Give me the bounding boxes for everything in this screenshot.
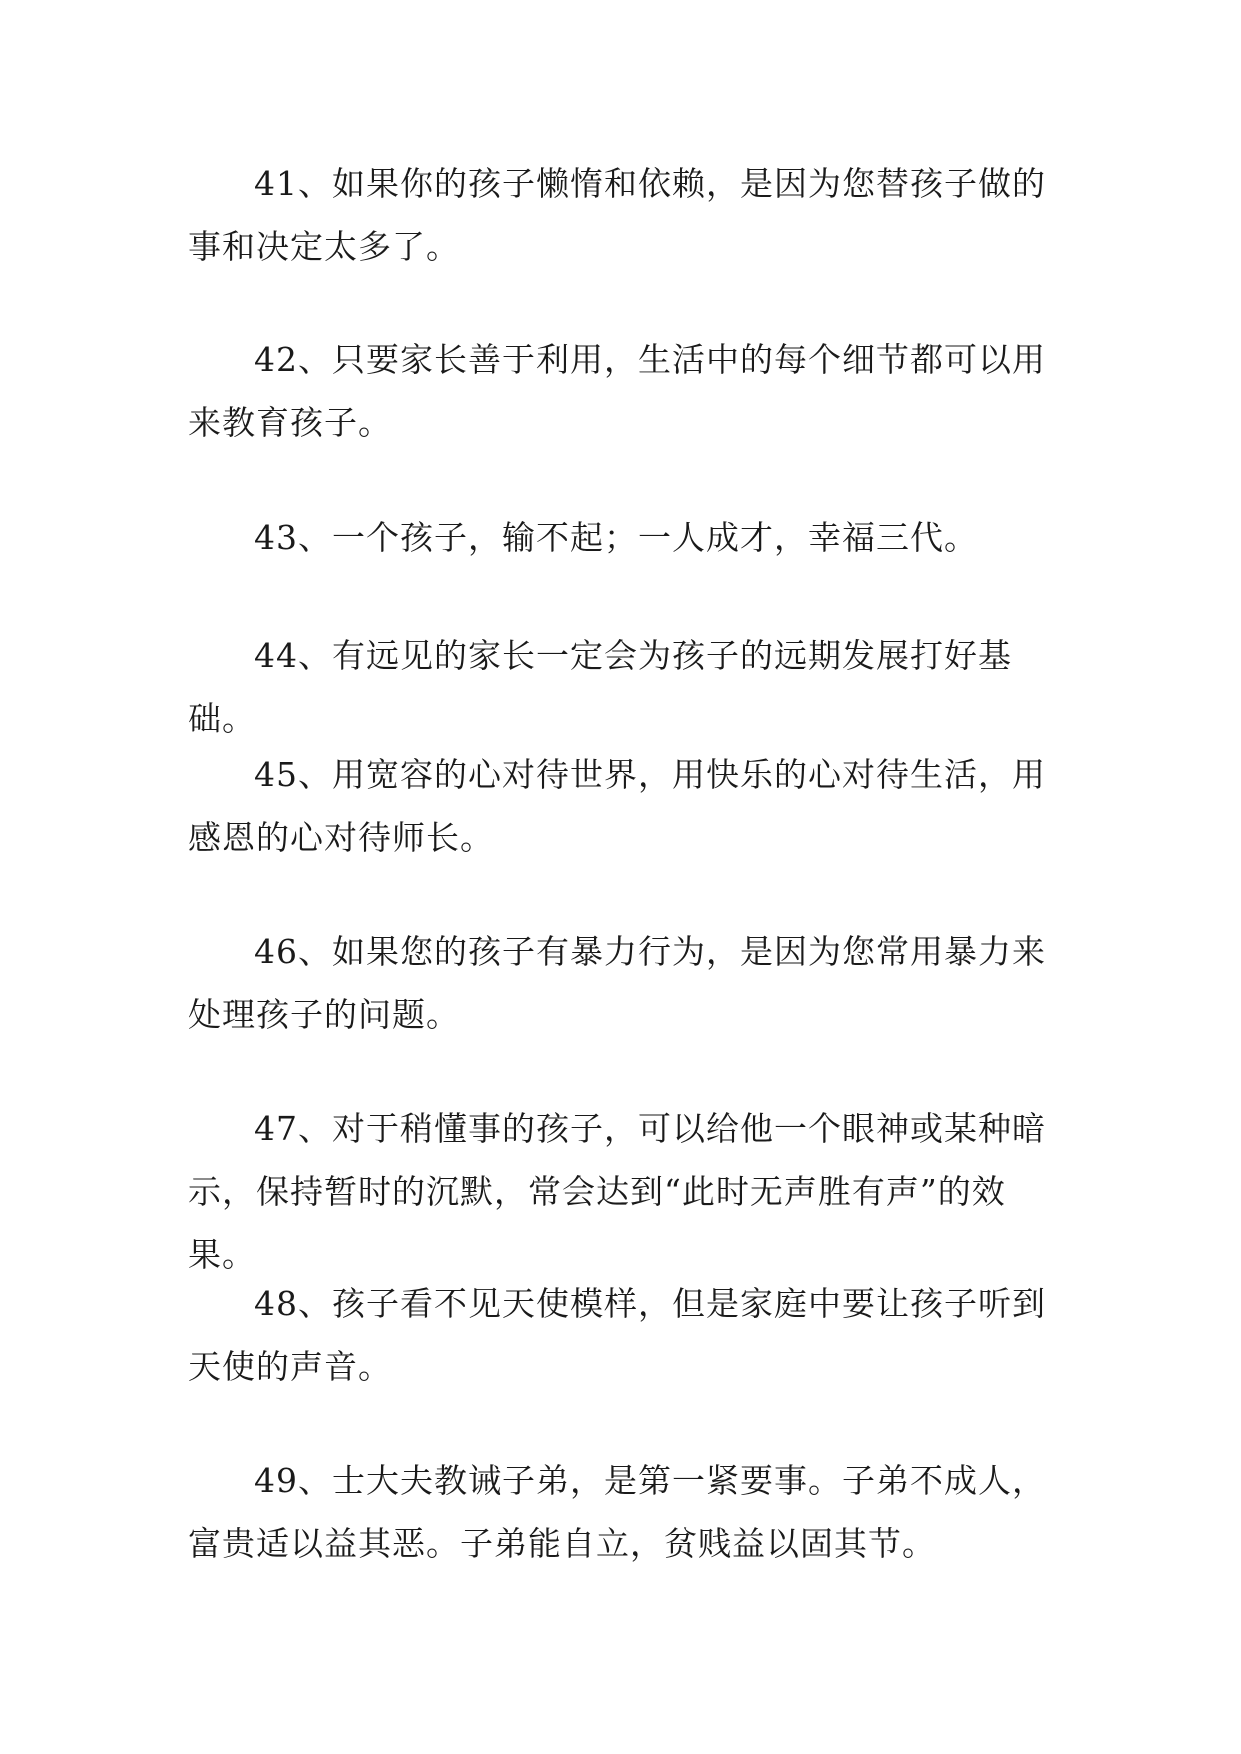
- paragraph-41: 41、如果你的孩子懒惰和依赖，是因为您替孩子做的事和决定太多了。: [188, 164, 1046, 266]
- paragraph-49: 49、士大夫教诫子弟，是第一紧要事。子弟不成人，富贵适以益其恶。子弟能自立，贫贱益以固其节。: [188, 1461, 1046, 1563]
- paragraph-43: 43、一个孩子，输不起；一人成才，幸福三代。: [254, 518, 978, 557]
- paragraph-45: 45、用宽容的心对待世界，用快乐的心对待生活，用感恩的心对待师长。: [188, 755, 1046, 857]
- paragraph-47: 47、对于稍懂事的孩子，可以给他一个眼神或某种暗示，保持暂时的沉默，常会达到“此时无声胜有声”的效果。: [188, 1109, 1046, 1274]
- paragraph-48: 48、孩子看不见天使模样，但是家庭中要让孩子听到天使的声音。: [188, 1284, 1046, 1386]
- paragraph-42: 42、只要家长善于利用，生活中的每个细节都可以用来教育孩子。: [188, 340, 1046, 442]
- paragraph-44: 44、有远见的家长一定会为孩子的远期发展打好基础。: [188, 636, 1012, 738]
- paragraph-46: 46、如果您的孩子有暴力行为，是因为您常用暴力来处理孩子的问题。: [188, 932, 1046, 1034]
